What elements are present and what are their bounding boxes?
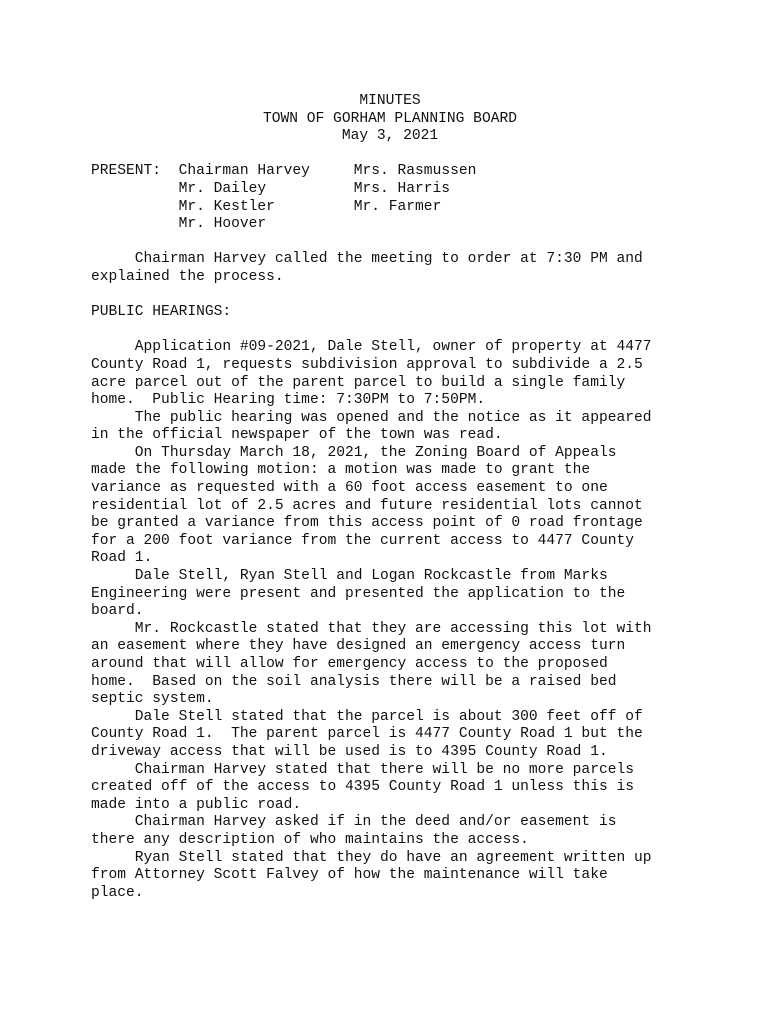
text-line: there any description of who maintains the access.: [91, 831, 529, 848]
text-line: place.: [91, 884, 144, 901]
text-line: The public hearing was opened and the notice as it appeared: [91, 409, 652, 426]
attendee: Mr. Farmer: [353, 198, 442, 215]
text-line: made the following motion: a motion was made to grant the: [91, 462, 591, 479]
text-line: be granted a variance from this access point of 0 road frontage: [91, 515, 643, 532]
text-line: Ryan Stell stated that they do have an agreement written up: [91, 849, 652, 866]
text-line: Engineering were present and presented the application to the: [91, 585, 626, 602]
text-line: for a 200 foot variance from the current access to 4477 County: [91, 532, 634, 549]
text-line: around that will allow for emergency access to the proposed: [91, 656, 608, 672]
text-line: Application #09-2021, Dale Stell, owner of property at 4477: [91, 339, 652, 356]
meeting-date: May 3, 2021: [341, 128, 439, 145]
text-line: driveway access that will be used is to 4395 County Road 1.: [91, 743, 608, 760]
text-line: Chairman Harvey asked if in the deed and/or easement is: [91, 814, 617, 831]
text-line: Chairman Harvey called the meeting to order at 7:30 PM and: [91, 251, 643, 268]
text-line: Chairman Harvey stated that there will be no more parcels: [91, 761, 634, 778]
text-line: variance as requested with a 60 foot access easement to one: [91, 480, 608, 497]
attendance-block: [91, 163, 691, 233]
text-line: County Road 1, requests subdivision approval to subdivide a 2.5: [91, 356, 643, 373]
text-line: home. Public Hearing time: 7:30PM to 7:50PM.: [91, 392, 486, 409]
text-line: residential lot of 2.5 acres and future residential lots cannot: [91, 497, 643, 514]
text-line: board.: [91, 603, 144, 620]
attendee: Mrs. Harris: [353, 180, 451, 197]
text-line: home. Based on the soil analysis there will be a raised bed: [91, 673, 617, 690]
text-line: County Road 1. The parent parcel is 4477 County Road 1 but the: [91, 726, 643, 743]
section-heading: PUBLIC HEARINGS:: [91, 304, 232, 321]
organization-name: TOWN OF GORHAM PLANNING BOARD: [263, 110, 517, 127]
opening-paragraph: [91, 251, 691, 286]
text-line: septic system.: [91, 691, 214, 708]
attendance-row: [91, 181, 691, 199]
public-hearing-text: [91, 339, 691, 902]
text-line: in the official newspaper of the town was read.: [91, 427, 503, 444]
text-line: Mr. Rockcastle stated that they are accessing this lot with: [91, 620, 652, 637]
attendance-row: [91, 163, 691, 181]
attendance-row: [91, 216, 691, 234]
document-title: MINUTES: [359, 93, 421, 109]
attendance-row: [91, 199, 691, 217]
text-line: Dale Stell stated that the parcel is about 300 feet off of: [91, 708, 643, 725]
text-line: Dale Stell, Ryan Stell and Logan Rockcastle from Marks: [91, 568, 608, 585]
minutes-document: [91, 93, 691, 902]
text-line: On Thursday March 18, 2021, the Zoning Board of Appeals: [91, 444, 617, 461]
text-line: created off of the access to 4395 County Road 1 unless this is: [91, 779, 634, 796]
attendee: Mr. Kestler: [178, 198, 275, 215]
text-line: made into a public road.: [91, 796, 302, 813]
text-line: explained the process.: [91, 268, 284, 285]
attendee: Chairman Harvey: [178, 163, 310, 180]
present-label: PRESENT:: [91, 163, 162, 180]
attendee: Mrs. Rasmussen: [353, 163, 477, 180]
text-line: Road 1.: [91, 550, 153, 567]
attendee: Mr. Dailey: [178, 180, 267, 197]
attendee: Mr. Hoover: [178, 216, 267, 233]
text-line: an easement where they have designed an emergency access turn: [91, 638, 626, 655]
text-line: from Attorney Scott Falvey of how the maintenance will take: [91, 867, 608, 884]
text-line: acre parcel out of the parent parcel to build a single family: [91, 374, 626, 391]
